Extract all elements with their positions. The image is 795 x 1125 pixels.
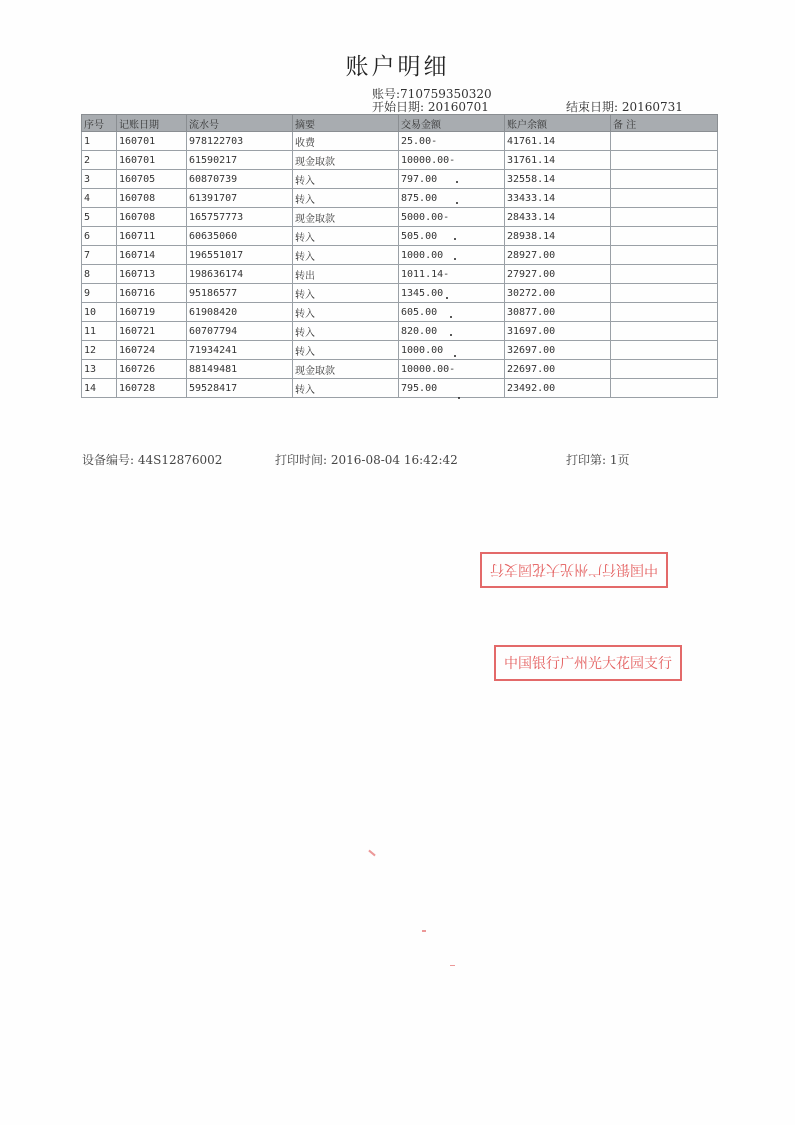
print-time: 打印时间: 2016-08-04 16:42:42 — [275, 453, 458, 467]
table-row — [82, 189, 718, 208]
table-cell: 转入 — [293, 379, 399, 398]
table-cell: 4 — [82, 189, 117, 208]
table-cell: 30877.00 — [505, 303, 611, 322]
table-cell: 88149481 — [187, 360, 293, 379]
column-header: 流水号 — [187, 115, 293, 132]
scan-dot — [458, 397, 460, 399]
table-row — [82, 379, 718, 398]
table-cell: 198636174 — [187, 265, 293, 284]
table-cell — [611, 265, 718, 284]
table-cell: 27927.00 — [505, 265, 611, 284]
table-cell: 820.00 — [399, 322, 505, 341]
table-cell: 95186577 — [187, 284, 293, 303]
table-cell — [611, 208, 718, 227]
table-cell: 196551017 — [187, 246, 293, 265]
table-cell: 转入 — [293, 189, 399, 208]
table-cell — [611, 303, 718, 322]
table-cell: 160719 — [117, 303, 187, 322]
table-cell: 160701 — [117, 151, 187, 170]
scan-dot — [454, 258, 456, 260]
table-cell: 160714 — [117, 246, 187, 265]
table-cell: 160705 — [117, 170, 187, 189]
scan-dot — [456, 181, 458, 183]
table-cell: 60635060 — [187, 227, 293, 246]
scan-dot — [456, 202, 458, 204]
table-row — [82, 227, 718, 246]
table-cell: 71934241 — [187, 341, 293, 360]
column-header: 序号 — [82, 115, 117, 132]
table-cell: 28927.00 — [505, 246, 611, 265]
account-number: 账号:710759350320 — [372, 87, 492, 101]
table-cell: 9 — [82, 284, 117, 303]
table-cell: 1000.00 — [399, 246, 505, 265]
column-header: 账户余额 — [505, 115, 611, 132]
table-cell: 31761.14 — [505, 151, 611, 170]
table-cell: 160726 — [117, 360, 187, 379]
table-cell: 978122703 — [187, 132, 293, 151]
table-cell: 60707794 — [187, 322, 293, 341]
table-cell: 28433.14 — [505, 208, 611, 227]
scan-dot — [450, 316, 452, 318]
table-row — [82, 265, 718, 284]
table-cell: 32558.14 — [505, 170, 611, 189]
table-row — [82, 246, 718, 265]
page-title: 账户明细 — [345, 54, 450, 80]
table-cell: 60870739 — [187, 170, 293, 189]
table-cell: 160708 — [117, 208, 187, 227]
table-cell: 转入 — [293, 170, 399, 189]
scan-speck — [450, 965, 455, 966]
table-cell: 11 — [82, 322, 117, 341]
end-date: 结束日期: 20160731 — [566, 100, 683, 114]
table-cell: 转入 — [293, 284, 399, 303]
table-cell: 41761.14 — [505, 132, 611, 151]
scan-dot — [446, 297, 448, 299]
table-cell: 160701 — [117, 132, 187, 151]
table-cell: 5 — [82, 208, 117, 227]
table-cell — [611, 151, 718, 170]
table-cell: 61391707 — [187, 189, 293, 208]
table-cell: 160716 — [117, 284, 187, 303]
table-cell: 转入 — [293, 341, 399, 360]
table-cell: 31697.00 — [505, 322, 611, 341]
table-cell: 转入 — [293, 246, 399, 265]
table-cell: 30272.00 — [505, 284, 611, 303]
table-row — [82, 132, 718, 151]
table-cell: 22697.00 — [505, 360, 611, 379]
table-cell — [611, 341, 718, 360]
scan-speck — [422, 930, 426, 932]
table-cell: 13 — [82, 360, 117, 379]
table-cell: 5000.00- — [399, 208, 505, 227]
table-cell: 23492.00 — [505, 379, 611, 398]
table-cell: 160711 — [117, 227, 187, 246]
start-date: 开始日期: 20160701 — [372, 100, 489, 114]
table-cell: 160708 — [117, 189, 187, 208]
table-cell: 875.00 — [399, 189, 505, 208]
table-cell — [611, 379, 718, 398]
table-cell: 25.00- — [399, 132, 505, 151]
table-cell: 1 — [82, 132, 117, 151]
scan-dot — [454, 355, 456, 357]
table-cell: 6 — [82, 227, 117, 246]
page-count: 打印第: 1页 — [566, 453, 630, 467]
table-row — [82, 151, 718, 170]
table-cell: 797.00 — [399, 170, 505, 189]
table-cell — [611, 246, 718, 265]
table-row — [82, 208, 718, 227]
table-cell — [611, 227, 718, 246]
table-row — [82, 341, 718, 360]
table-cell: 10000.00- — [399, 360, 505, 379]
table-cell — [611, 284, 718, 303]
bank-seal-stamp: 中国银行广州光大花园支行 — [480, 552, 668, 588]
table-cell: 33433.14 — [505, 189, 611, 208]
table-header-row — [82, 115, 718, 132]
table-cell — [611, 189, 718, 208]
table-cell: 转出 — [293, 265, 399, 284]
table-cell: 1345.00 — [399, 284, 505, 303]
table-cell: 10000.00- — [399, 151, 505, 170]
scan-dot — [454, 238, 456, 240]
table-cell — [611, 322, 718, 341]
table-row — [82, 303, 718, 322]
table-cell: 160721 — [117, 322, 187, 341]
table-cell: 2 — [82, 151, 117, 170]
table-cell: 32697.00 — [505, 341, 611, 360]
table-cell: 转入 — [293, 303, 399, 322]
table-cell: 160713 — [117, 265, 187, 284]
table-cell: 7 — [82, 246, 117, 265]
scan-speck — [368, 850, 375, 857]
column-header: 备 注 — [611, 115, 718, 132]
table-cell: 现金取款 — [293, 151, 399, 170]
table-cell: 160728 — [117, 379, 187, 398]
table-cell: 59528417 — [187, 379, 293, 398]
table-cell: 转入 — [293, 227, 399, 246]
table-cell: 165757773 — [187, 208, 293, 227]
table-cell: 160724 — [117, 341, 187, 360]
column-header: 交易金额 — [399, 115, 505, 132]
table-cell: 605.00 — [399, 303, 505, 322]
table-cell: 61908420 — [187, 303, 293, 322]
table-cell: 1000.00 — [399, 341, 505, 360]
table-body — [82, 132, 718, 398]
table-cell: 现金取款 — [293, 360, 399, 379]
bank-seal-stamp: 中国银行广州光大花园支行 — [494, 645, 682, 681]
table-cell: 现金取款 — [293, 208, 399, 227]
table-row — [82, 170, 718, 189]
table-cell: 795.00 — [399, 379, 505, 398]
table-cell: 12 — [82, 341, 117, 360]
table-cell: 1011.14- — [399, 265, 505, 284]
table-cell: 505.00 — [399, 227, 505, 246]
scan-dot — [450, 334, 452, 336]
table-row — [82, 284, 718, 303]
column-header: 摘要 — [293, 115, 399, 132]
table-cell: 28938.14 — [505, 227, 611, 246]
table-row — [82, 322, 718, 341]
table-cell — [611, 132, 718, 151]
column-header: 记账日期 — [117, 115, 187, 132]
table-cell — [611, 170, 718, 189]
device-number: 设备编号: 44S12876002 — [82, 453, 223, 467]
table-cell: 转入 — [293, 322, 399, 341]
table-cell: 收费 — [293, 132, 399, 151]
table-cell: 3 — [82, 170, 117, 189]
table-cell — [611, 360, 718, 379]
table-cell: 61590217 — [187, 151, 293, 170]
table-cell: 8 — [82, 265, 117, 284]
table-row — [82, 360, 718, 379]
table-cell: 10 — [82, 303, 117, 322]
transaction-table — [81, 114, 718, 398]
table-cell: 14 — [82, 379, 117, 398]
